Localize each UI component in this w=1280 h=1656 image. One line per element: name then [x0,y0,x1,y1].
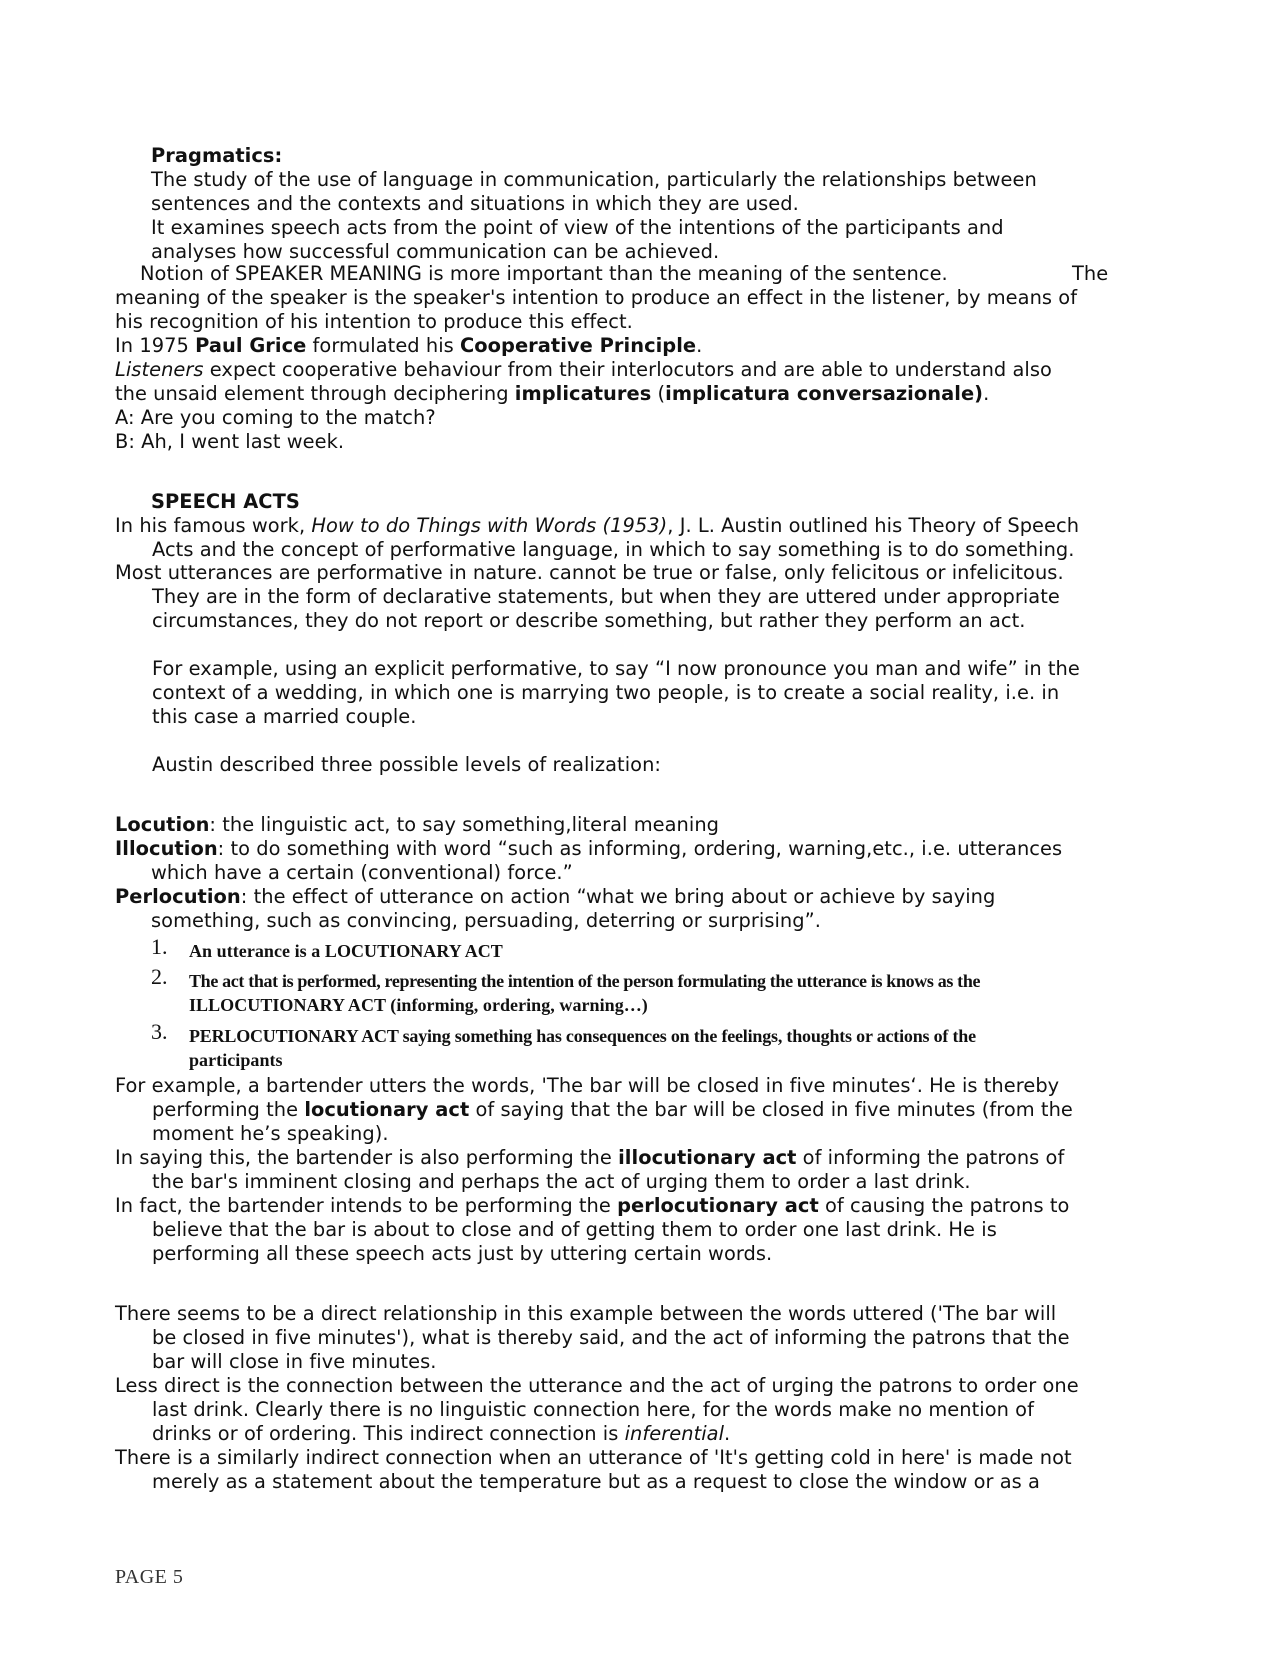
text-line: the bar's imminent closing and perhaps the act of urging them to order a last drink. [152,1170,971,1193]
list-item: PERLOCUTIONARY ACT saying something has consequences on the feelings, thoughts or actions of the [189,1026,976,1046]
text-line: performing all these speech acts just by uttering certain words. [152,1242,773,1265]
list-item: An utterance is a LOCUTIONARY ACT [189,941,503,961]
text-line: drinks or of ordering. This indirect connection is inferential. [152,1422,731,1445]
text-line: Less direct is the connection between the utterance and the act of urging the patrons to order one [115,1374,1079,1397]
perlocution-line: Perlocution: the effect of utterance on action “what we bring about or achieve by saying [115,885,996,908]
text-line: Austin described three possible levels of realization: [152,753,661,776]
text-line: sentences and the contexts and situations in which they are used. [151,192,799,215]
illocution-line: Illocution: to do something with word “such as informing, ordering, warning,etc., i.e. utterances [115,837,1063,860]
text-line: analyses how successful communication can be achieved. [151,240,720,263]
implicatures-line: the unsaid element through deciphering implicatures (implicatura conversazionale). [115,382,990,405]
text-line: For example, a bartender utters the words, 'The bar will be closed in five minutes‘. He is thereby [115,1074,1060,1097]
dialog-line: A: Are you coming to the match? [115,406,436,429]
text-line: They are in the form of declarative statements, but when they are uttered under appropriate [152,585,1060,608]
text-line: context of a wedding, in which one is marrying two people, is to create a social reality, i.e. in [152,681,1060,704]
text-line: In fact, the bartender intends to be performing the perlocutionary act of causing the patrons to [115,1194,1070,1217]
text-line: be closed in five minutes'), what is thereby said, and the act of informing the patrons that the [152,1326,1070,1349]
text-line: In his famous work, How to do Things with Words (1953), J. L. Austin outlined his Theory of Speech [115,514,1080,537]
text-line: last drink. Clearly there is no linguistic connection here, for the words make no mention of [152,1398,1034,1421]
locution-line: Locution: the linguistic act, to say something,literal meaning [115,813,720,836]
speech-acts-heading: SPEECH ACTS [151,490,300,513]
list-item: The act that is performed, representing the intention of the person formulating the utterance is knows as the [189,971,981,991]
text-line: his recognition of his intention to produce this effect. [115,310,633,333]
text-line: The [1072,262,1109,285]
text-line: Acts and the concept of performative language, in which to say something is to do something. [152,538,1075,561]
text-line: something, such as convincing, persuading, deterring or surprising”. [151,909,821,932]
text-line: which have a certain (conventional) force.” [151,861,573,884]
text-line: Notion of SPEAKER MEANING is more important than the meaning of the sentence. [140,262,948,285]
list-number: 3. [151,1019,168,1044]
text-line: In saying this, the bartender is also performing the illocutionary act of informing the patrons of [115,1146,1065,1169]
list-item: participants [189,1050,283,1070]
text-line: meaning of the speaker is the speaker's intention to produce an effect in the listener, by means of [115,286,1078,309]
text-line: merely as a statement about the temperature but as a request to close the window or as a [152,1470,1040,1493]
text-line: bar will close in five minutes. [152,1350,437,1373]
text-line: believe that the bar is about to close and of getting them to order one last drink. He is [152,1218,997,1241]
text-line: The study of the use of language in communication, particularly the relationships between [151,168,1037,191]
text-line: Most utterances are performative in nature. cannot be true or false, only felicitous or infelicitous. [115,561,1064,584]
text-line: There seems to be a direct relationship in this example between the words uttered ('The bar will [115,1302,1057,1325]
list-item: ILLOCUTIONARY ACT (informing, ordering, warning…) [189,995,648,1015]
text-line: circumstances, they do not report or describe something, but rather they perform an act. [152,609,1026,632]
list-number: 1. [151,934,168,959]
list-number: 2. [151,964,168,989]
text-line: performing the locutionary act of saying that the bar will be closed in five minutes (from the [152,1098,1073,1121]
pragmatics-heading: Pragmatics: [151,144,283,167]
dialog-line: B: Ah, I went last week. [115,430,345,453]
text-line: For example, using an explicit performative, to say “I now pronounce you man and wife” in the [152,657,1080,680]
page-number: PAGE 5 [115,1566,184,1588]
text-line: moment he’s speaking). [152,1122,389,1145]
text-line: It examines speech acts from the point of view of the intentions of the participants and [151,216,1004,239]
listeners-line: Listeners expect cooperative behaviour from their interlocutors and are able to understand also [115,358,1052,381]
text-line: There is a similarly indirect connection when an utterance of 'It's getting cold in here' is made not [115,1446,1072,1469]
text-line: this case a married couple. [152,705,417,728]
grice-line: In 1975 Paul Grice formulated his Cooperative Principle. [115,334,703,357]
